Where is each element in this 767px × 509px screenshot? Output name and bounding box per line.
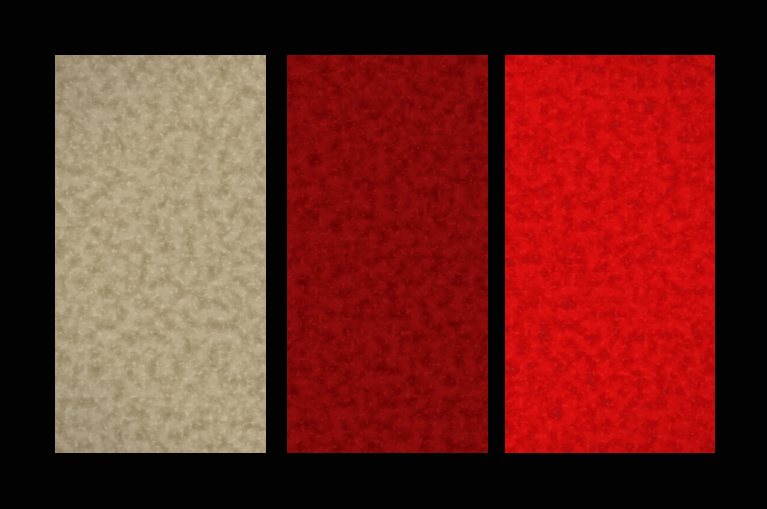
bright-red-fabric-swatch [505, 55, 715, 453]
beige-fabric-swatch [55, 55, 266, 453]
dark-red-fabric-swatch [287, 55, 488, 453]
